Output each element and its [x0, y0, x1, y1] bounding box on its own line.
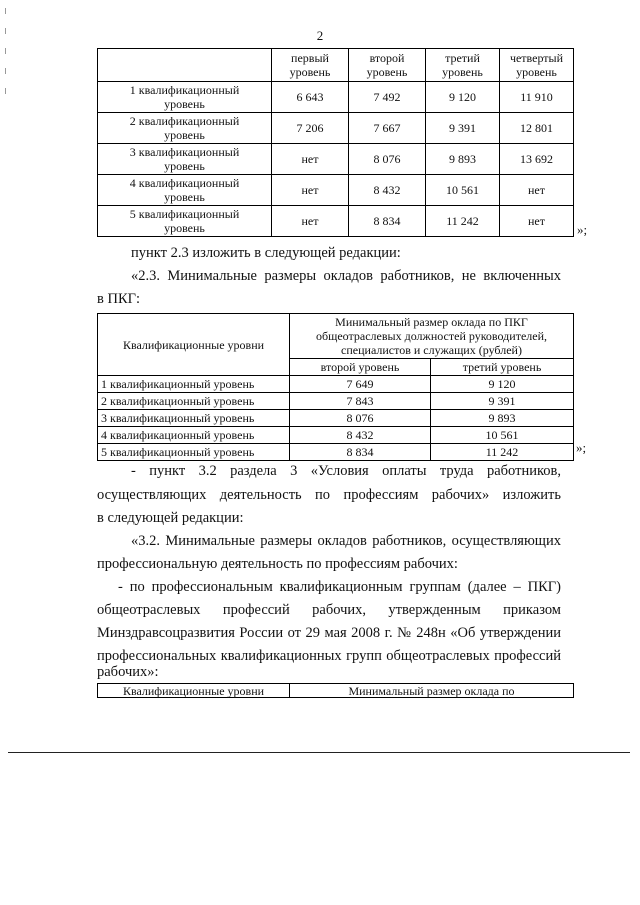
paragraph-pkg-line5: рабочих»: — [97, 664, 159, 680]
row-label: 5 квалификационный уровень — [98, 444, 290, 461]
paragraph-pkg-line2: общеотраслевых профессий рабочих, утвержденным приказом — [97, 602, 561, 618]
cell-value: нет — [272, 144, 349, 175]
table-header-row — [98, 314, 574, 359]
cell-value: 7 649 — [290, 376, 431, 393]
header-level-3: третий уровень — [426, 49, 500, 82]
salary-table-levels — [97, 48, 574, 237]
paragraph-3-2-line1: - пункт 3.2 раздела 3 «Условия оплаты труда работников, — [131, 463, 561, 479]
table-row — [98, 376, 574, 393]
paragraph-3-2-new-line2: профессиональную деятельность по профессиям рабочих: — [97, 556, 458, 572]
table-row — [98, 113, 574, 144]
cell-value: 11 910 — [500, 82, 574, 113]
table-row — [98, 144, 574, 175]
paragraph-2-3-line1: «2.3. Минимальные размеры окладов работников, не включенных — [131, 268, 561, 284]
cell-value: 10 561 — [431, 427, 574, 444]
table2-closing-quote: »; — [576, 440, 587, 455]
cell-value: 7 492 — [349, 82, 426, 113]
cell-value: нет — [272, 206, 349, 237]
cell-value: нет — [500, 206, 574, 237]
header-level-4: четвертый уровень — [500, 49, 574, 82]
margin-marks — [3, 8, 9, 118]
paragraph-2-3-intro: пункт 2.3 изложить в следующей редакции: — [131, 245, 401, 261]
table-header-row — [98, 49, 574, 82]
table-row — [98, 410, 574, 427]
salary-table-workers-header — [97, 683, 574, 698]
cell-value: 11 242 — [426, 206, 500, 237]
row-label: 1 квалификационный уровень — [98, 376, 290, 393]
row-label: 4 квалификационный уровень — [98, 175, 272, 206]
cell-value: 9 893 — [426, 144, 500, 175]
cell-value: 9 893 — [431, 410, 574, 427]
row-label: 3 квалификационный уровень — [98, 410, 290, 427]
cell-value: 7 843 — [290, 393, 431, 410]
table-row — [98, 393, 574, 410]
cell-value: 8 834 — [349, 206, 426, 237]
header-qualification-levels: Квалификационные уровни — [98, 684, 290, 698]
header-min-salary: Минимальный размер оклада по ПКГ общеотраслевых должностей руководителей, специалистов и служащих (рублей) — [290, 314, 574, 359]
cell-value: 9 391 — [426, 113, 500, 144]
row-label: 3 квалификационный уровень — [98, 144, 272, 175]
row-label: 5 квалификационный уровень — [98, 206, 272, 237]
cell-value: 7 206 — [272, 113, 349, 144]
cell-value: 8 834 — [290, 444, 431, 461]
table-header-row — [98, 684, 574, 698]
cell-value: 10 561 — [426, 175, 500, 206]
table-row — [98, 427, 574, 444]
row-label: 4 квалификационный уровень — [98, 427, 290, 444]
cell-value: нет — [500, 175, 574, 206]
paragraph-pkg-line4: профессиональных квалификационных групп общеотраслевых профессий — [97, 648, 561, 664]
cell-value: 8 076 — [349, 144, 426, 175]
paragraph-pkg-line3: Минздравсоцразвития России от 29 мая 2008 г. № 248н «Об утверждении — [97, 625, 561, 641]
paragraph-pkg-line1: - по профессиональным квалификационным группам (далее – ПКГ) — [118, 579, 561, 595]
paragraph-3-2-line2: осуществляющих деятельность по профессиям рабочих» изложить — [97, 487, 561, 503]
paragraph-3-2-new-line1: «3.2. Минимальные размеры окладов работников, осуществляющих — [131, 533, 561, 549]
header-qualification-levels: Квалификационные уровни — [98, 314, 290, 376]
table-row — [98, 206, 574, 237]
row-label: 2 квалификационный уровень — [98, 393, 290, 410]
table1-closing-quote: »; — [577, 222, 588, 237]
table-row — [98, 82, 574, 113]
cell-value: 13 692 — [500, 144, 574, 175]
page-bottom-rule — [8, 752, 630, 753]
row-label: 2 квалификационный уровень — [98, 113, 272, 144]
cell-value: 8 076 — [290, 410, 431, 427]
cell-value: 8 432 — [290, 427, 431, 444]
header-empty-cell — [98, 49, 272, 82]
table-row — [98, 444, 574, 461]
header-third-level: третий уровень — [431, 359, 574, 376]
header-level-2: второй уровень — [349, 49, 426, 82]
page-number: 2 — [316, 28, 324, 43]
table-row — [98, 175, 574, 206]
cell-value: 9 120 — [426, 82, 500, 113]
cell-value: 9 120 — [431, 376, 574, 393]
header-min-salary-partial: Минимальный размер оклада по — [290, 684, 574, 698]
header-second-level: второй уровень — [290, 359, 431, 376]
cell-value: 8 432 — [349, 175, 426, 206]
paragraph-3-2-line3: в следующей редакции: — [97, 510, 244, 526]
header-level-1: первый уровень — [272, 49, 349, 82]
cell-value: 7 667 — [349, 113, 426, 144]
cell-value: нет — [272, 175, 349, 206]
cell-value: 11 242 — [431, 444, 574, 461]
cell-value: 9 391 — [431, 393, 574, 410]
paragraph-2-3-line2: в ПКГ: — [97, 291, 141, 307]
row-label: 1 квалификационный уровень — [98, 82, 272, 113]
cell-value: 12 801 — [500, 113, 574, 144]
salary-table-pkg — [97, 313, 574, 461]
cell-value: 6 643 — [272, 82, 349, 113]
